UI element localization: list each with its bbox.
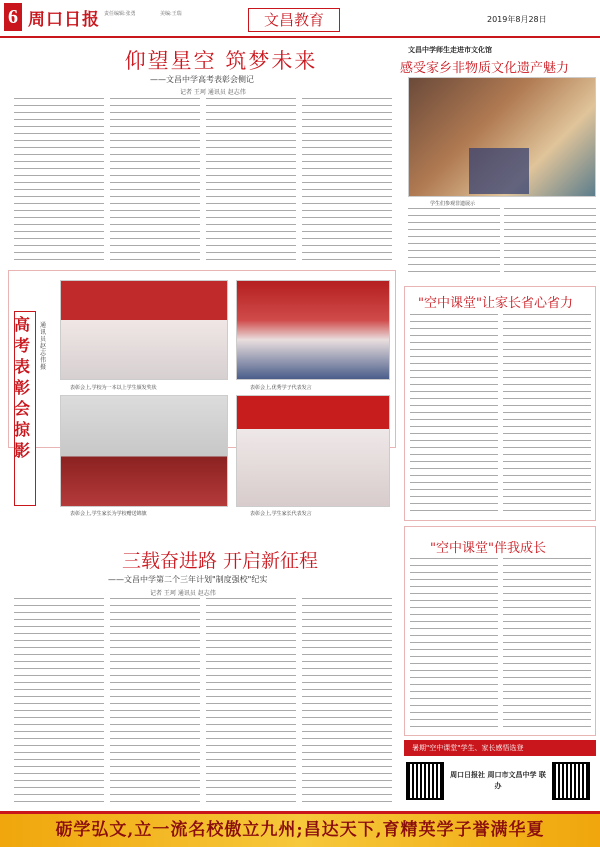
page-header	[0, 0, 600, 38]
article3-title: "空中课堂"让家长省心省力	[418, 296, 573, 311]
sidebar-column-1	[408, 208, 500, 278]
air-class-strip: 暑期"空中课堂"学生、家长感悟选登	[404, 740, 596, 756]
article2-column-4	[302, 598, 392, 806]
gallery-caption-2: 表彰会上,优秀学子代表发言	[250, 385, 312, 391]
article3-column-1	[410, 314, 498, 514]
gallery-credit: 通讯员 赵志伟 摄	[40, 322, 47, 371]
article2-column-3	[206, 598, 296, 806]
article1-column-4	[302, 98, 392, 264]
student-speech-photo	[236, 280, 390, 380]
article2-title: 三载奋进路 开启新征程	[121, 550, 319, 572]
article2-subtitle: ——文昌中学第二个三年计划"制度强校"纪实	[108, 575, 268, 584]
article3-column-2	[503, 314, 591, 514]
article1-byline: 记者 王珂 通讯员 赵志伟	[180, 89, 246, 96]
sidebar-column-2	[504, 208, 596, 278]
designer-info: 美编:王瑞	[160, 11, 182, 17]
article1-title: 仰望星空 筑梦未来	[124, 49, 318, 73]
gallery-caption-1: 表彰会上,学校为一本以上学生颁发奖状	[70, 385, 157, 391]
gallery-caption-4: 表彰会上,学生家长代表发言	[250, 511, 312, 517]
issue-date: 2019年8月28日	[487, 15, 547, 24]
article2-column-2	[110, 598, 200, 806]
parent-speech-photo	[236, 395, 390, 507]
editor-info: 责任编辑:张勇	[104, 11, 136, 17]
section-title: 文昌教育	[248, 8, 340, 32]
gallery-caption-3: 表彰会上,学生家长为学校赠送锦旗	[70, 511, 147, 517]
page-number: 6	[4, 3, 22, 31]
qr-code-right[interactable]	[552, 762, 590, 800]
article1-subtitle: ——文昌中学高考表彰会侧记	[150, 75, 254, 84]
gallery-vertical-title: 高考表彰会掠影	[14, 315, 31, 460]
sidebar-kicker: 文昌中学师生走进市文化馆	[408, 46, 492, 54]
joint-sponsor-label: 周口日报社 周口市文昌中学 联办	[450, 771, 546, 790]
paper-name: 周口日报	[28, 10, 100, 30]
article4-column-1	[410, 558, 498, 728]
article1-column-2	[110, 98, 200, 264]
article4-title: "空中课堂"伴我成长	[430, 541, 546, 556]
article2-column-1	[14, 598, 104, 806]
article2-byline: 记者 王珂 通讯员 赵志伟	[150, 590, 216, 597]
article1-column-1	[14, 98, 104, 264]
sidebar-title: 感受家乡非物质文化遗产魅力	[400, 61, 570, 76]
footer-slogan: 砺学弘文,立一流名校傲立九州;昌达天下,育精英学子誉满华夏	[55, 820, 545, 840]
qr-code-left[interactable]	[406, 762, 444, 800]
award-ceremony-photo	[60, 280, 228, 380]
article1-column-3	[206, 98, 296, 264]
article4-column-2	[503, 558, 591, 728]
museum-visit-photo	[408, 77, 596, 197]
banner-gift-photo	[60, 395, 228, 507]
footer-slogan-banner	[0, 811, 600, 847]
students-figures	[469, 148, 529, 194]
sidebar-photo-caption: 学生们参观非遗展示	[430, 201, 476, 207]
